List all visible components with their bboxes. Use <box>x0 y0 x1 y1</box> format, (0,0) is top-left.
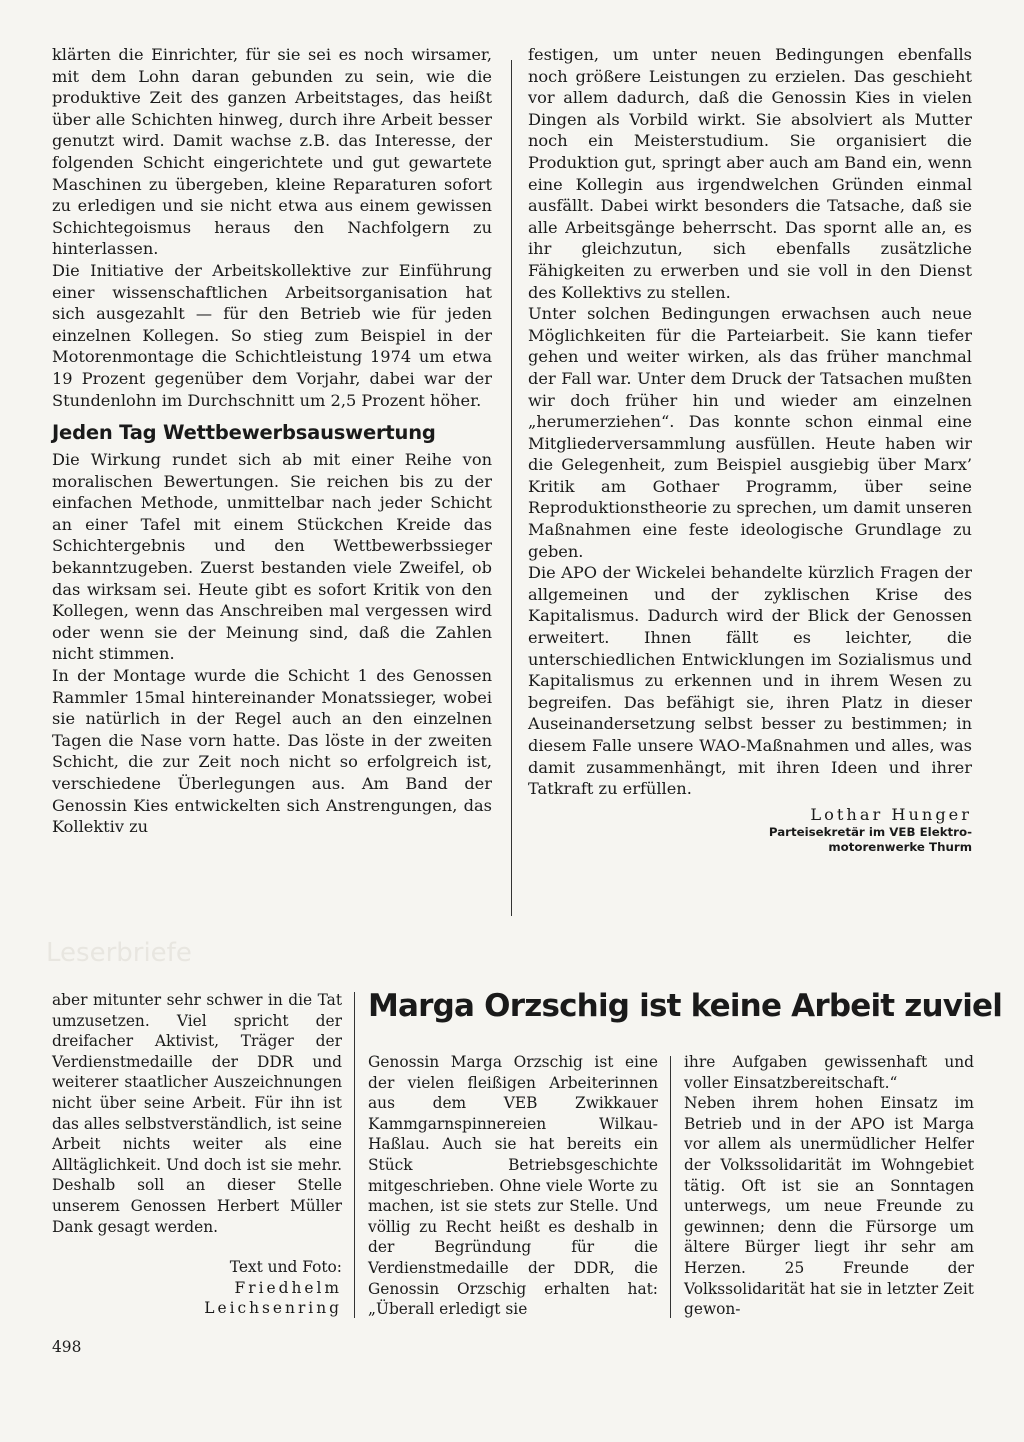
paragraph: aber mitunter sehr schwer in die Tat umzusetzen. Viel spricht der dreifacher Aktivist, Träger der Verdienstmedaille der DDR und weiterer staatlicher Auszeichnungen nicht über seine Arbeit. Für ihn ist das alles selbstverständlich, ist seine Arbeit nichts weiter als eine Alltäglichkeit. Und doch ist sie mehr. Deshalb soll an dieser Stelle unserem Genossen Herbert Müller Dank gesagt werden. <box>52 991 342 1236</box>
author-title-line-2: motorenwerke Thurm <box>828 840 972 855</box>
paragraph: klärten die Einrichter, für sie sei es noch wirsamer, mit dem Lohn daran gebunden zu sein, wie die produktive Zeit des ganzen Arbeitstages, das heißt über alle Schichten hinweg, durch ihre Arbeit besser genutzt wird. Damit wachse z.B. das Interesse, der folgenden Schicht eingerichtete und gut gewartete Maschinen zu übergeben, kleine Reparaturen sofort zu erledigen und sie nicht etwa aus einem gewissen Schichtegoismus heraus den Nachfolgern zu hinterlassen. <box>52 45 492 259</box>
paragraph: Die Initiative der Arbeitskollektive zur Einführung einer wissenschaftlichen Arbeitsorganisation hat sich ausgezahlt — für den Betrieb wie für jeden einzelnen Kollegen. So stieg zum Beispiel in der Motorenmontage die Schichtleistung 1974 um etwa 19 Prozent gegenüber dem Vorjahr, dabei war der Stundenlohn im Durchschnitt um 2,5 Prozent höher. <box>52 260 492 410</box>
author-title-line-1: Parteisekretär im VEB Elektro- <box>768 825 972 840</box>
section-subheading: Jeden Tag Wettbewerbsauswertung <box>52 421 436 445</box>
credit-line-1: Text und Foto: <box>229 1258 342 1277</box>
paragraph: Genossin Marga Orzschig ist eine der vielen fleißigen Arbeiterinnen aus dem VEB Zwikkauer Kammgarnspinnereien Wilkau-Haßlau. Auch sie hat bereits ein Stück Betriebsgeschichte mitgeschrieben. Ohne viele Worte zu machen, ist sie stets zur Stelle. Und völlig zu Recht heißt es deshalb in der Begründung für die Verdienstmedaille der DDR, die Genossin Orzschig erhalten hat: „Überall erledigt sie <box>368 1053 658 1319</box>
credit-line-2: Friedhelm <box>234 1278 342 1297</box>
article-title: Marga Orzschig ist keine Arbeit zuviel <box>368 988 1003 1024</box>
page-number: 498 <box>52 1338 82 1356</box>
faded-heading: Leserbriefe <box>46 938 192 968</box>
article-column-4 <box>368 1052 658 1320</box>
article-column-1 <box>52 44 492 838</box>
article-column-3 <box>52 990 342 1319</box>
column-divider <box>354 992 355 1318</box>
paragraph: Neben ihrem hohen Einsatz im Betrieb und in der APO ist Marga vor allem als unermüdlicher Helfer der Volkssolidarität im Wohngebiet tätig. Oft ist sie an Sonntagen unterwegs, um neue Freunde zu gewinnen; denn die Fürsorge um ältere Bürger liegt ihr sehr am Herzen. 25 Freunde der Volkssolidarität hat sie in letzter Zeit gewon- <box>684 1094 974 1319</box>
article-column-2 <box>528 44 972 855</box>
paragraph: festigen, um unter neuen Bedingungen ebenfalls noch größere Leistungen zu erzielen. Das geschieht vor allem dadurch, daß die Genossin Kies in vielen Dingen als Vorbild wirkt. Sie absolviert als Mutter noch ein Meisterstudium. Sie organisiert die Produktion gut, springt aber auch am Band ein, wenn eine Kollegin aus irgendwelchen Gründen einmal ausfällt. Dabei wirkt besonders die Tatsache, daß sie alle Arbeitsgänge beherrscht. Das spornt alle an, es ihr gleichzutun, sich ebenfalls zusätzliche Fähigkeiten zu erwerben und sie voll in den Dienst des Kollektivs zu stellen. <box>528 45 972 302</box>
article-column-5 <box>684 1052 974 1320</box>
paragraph: ihre Aufgaben gewissenhaft und voller Einsatzbereitschaft.“ <box>684 1053 974 1092</box>
column-divider <box>511 60 512 916</box>
column-divider <box>670 1056 671 1318</box>
paragraph: Die Wirkung rundet sich ab mit einer Reihe von moralischen Bewertungen. Sie reichen bis zu der einfachen Methode, unmittelbar nach jeder Schicht an einer Tafel mit einem Stückchen Kreide das Schichtergebnis und den Wettbewerbssieger bekanntzugeben. Zuerst bestanden viele Zweifel, ob das wirksam sei. Heute gibt es sofort Kritik von den Kollegen, wenn das Anschreiben mal vergessen wird oder wenn sie der Meinung sind, daß die Zahlen nicht stimmen. <box>52 450 492 664</box>
paragraph: In der Montage wurde die Schicht 1 des Genossen Rammler 15mal hintereinander Monatssieger, wobei sie natürlich in der Regel auch an den einzelnen Tagen die Nase vorn hatte. Das löste in der zweiten Schicht, die zur Zeit noch nicht so erfolgreich ist, verschiedene Überlegungen aus. Am Band der Genossin Kies entwickelten sich Anstrengungen, das Kollektiv zu <box>52 666 492 837</box>
paragraph: Die APO der Wickelei behandelte kürzlich Fragen der allgemeinen und der zyklischen Krise des Kapitalismus. Dadurch wird der Blick der Genossen erweitert. Ihnen fällt es leichter, die unterschiedlichen Entwicklungen im Sozialismus und Kapitalismus zu erkennen und in ihrem Wesen zu begreifen. Das befähigt sie, ihren Platz in dieser Auseinandersetzung selbst besser zu bestimmen; in diesem Falle unsere WAO-Maßnahmen und alles, was damit zusammenhängt, mit ihren Ideen und ihrer Tatkraft zu erfüllen. <box>528 563 972 799</box>
author-name: Lothar Hunger <box>810 804 972 824</box>
paragraph: Unter solchen Bedingungen erwachsen auch neue Möglichkeiten für die Parteiarbeit. Sie kann tiefer gehen und weiter wirken, als das früher manchmal der Fall war. Unter dem Druck der Tatsachen mußten wir doch früher hin und wieder am einzelnen „herumerziehen“. Das konnte schon einmal eine Mitgliederversammlung ausfüllen. Heute haben wir die Gelegenheit, zum Beispiel ausgiebig über Marx’ Kritik am Gothaer Programm, über seine Reproduktionstheorie zu sprechen, um damit unseren Maßnahmen eine feste ideologische Grundlage zu geben. <box>528 304 972 561</box>
credit-line-3: Leichsenring <box>204 1299 342 1318</box>
